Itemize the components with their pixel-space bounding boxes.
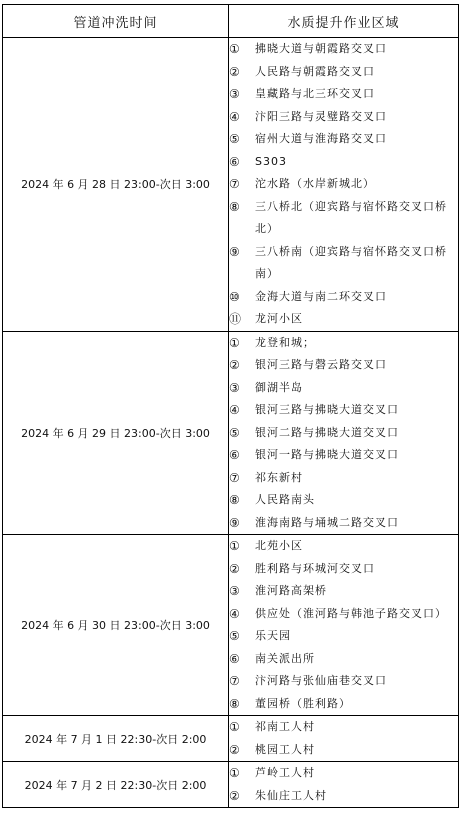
list-item xyxy=(229,332,458,355)
item-location: 供应处（淮河路与韩池子路交叉口） xyxy=(255,606,447,620)
item-number: ① xyxy=(229,766,240,780)
work-area-cell xyxy=(229,535,459,716)
list-item xyxy=(229,377,458,400)
item-number: ⑪ xyxy=(229,312,242,326)
schedule-body xyxy=(3,38,459,808)
area-column-header: 水质提升作业区域 xyxy=(229,5,459,38)
item-number: ④ xyxy=(229,606,240,621)
item-number: ⑤ xyxy=(229,425,240,440)
item-location: 北苑小区 xyxy=(255,539,303,552)
item-number: ① xyxy=(229,720,240,734)
item-location: 御湖半岛 xyxy=(255,380,303,394)
item-location: 龙河小区 xyxy=(255,312,303,325)
list-item xyxy=(229,83,458,106)
header-row xyxy=(3,5,459,38)
item-location: 汴阳三路与灵璧路交叉口 xyxy=(255,109,387,123)
item-number: ③ xyxy=(229,87,240,101)
item-location: 三八桥北（迎宾路与宿怀路交叉口桥北） xyxy=(255,199,447,235)
list-item xyxy=(229,61,458,84)
list-item xyxy=(229,106,458,129)
item-number: ⑤ xyxy=(229,132,240,146)
list-item xyxy=(229,151,458,174)
item-number: ② xyxy=(229,742,240,757)
flush-time-cell: 2024 年 6 月 29 日 23:00-次日 3:00 xyxy=(3,331,229,535)
list-item xyxy=(229,670,458,693)
list-item xyxy=(229,308,458,331)
list-item xyxy=(229,489,458,512)
list-item xyxy=(229,128,458,151)
list-item xyxy=(229,286,458,309)
item-location: 沱水路（水岸新城北） xyxy=(255,177,375,190)
list-item xyxy=(229,354,458,377)
list-item xyxy=(229,535,458,558)
item-number: ⑦ xyxy=(229,177,240,191)
item-location: 乐天园 xyxy=(255,629,291,642)
item-location: 汴河路与张仙庙巷交叉口 xyxy=(255,674,387,687)
item-number: ④ xyxy=(229,403,240,417)
list-item xyxy=(229,241,458,286)
flush-time-cell: 2024 年 7 月 2 日 22:30-次日 2:00 xyxy=(3,762,229,808)
item-location: 银河一路与拂晓大道交叉口 xyxy=(255,448,399,461)
list-item xyxy=(229,785,458,808)
list-item xyxy=(229,467,458,490)
item-location: 银河二路与拂晓大道交叉口 xyxy=(255,425,399,439)
item-number: ② xyxy=(229,788,240,803)
item-location: 人民路与朝霞路交叉口 xyxy=(255,64,375,78)
item-number: ② xyxy=(229,64,240,79)
item-location: 祁南工人村 xyxy=(255,720,315,733)
list-item xyxy=(229,762,458,785)
item-number: ① xyxy=(229,539,240,553)
item-location: 三八桥南（迎宾路与宿怀路交叉口桥南） xyxy=(255,244,447,280)
item-number: ③ xyxy=(229,584,240,598)
item-location: 祁东新村 xyxy=(255,470,303,484)
item-location: 金海大道与南二环交叉口 xyxy=(255,289,387,303)
item-number: ⑨ xyxy=(229,244,240,259)
item-number: ① xyxy=(229,42,240,56)
list-item xyxy=(229,512,458,535)
item-location: 拂晓大道与朝霞路交叉口 xyxy=(255,42,387,55)
list-item xyxy=(229,558,458,581)
item-number: ⑧ xyxy=(229,493,240,507)
list-item xyxy=(229,444,458,467)
list-item xyxy=(229,693,458,716)
item-location: 芦岭工人村 xyxy=(255,766,315,779)
flushing-schedule-table xyxy=(2,4,459,808)
item-number: ① xyxy=(229,335,240,350)
list-item xyxy=(229,580,458,603)
item-number: ④ xyxy=(229,109,240,124)
list-item xyxy=(229,196,458,241)
item-number: ⑥ xyxy=(229,651,240,666)
item-location: 淮海南路与埇城二路交叉口 xyxy=(255,515,399,529)
item-location: 董园桥（胜利路） xyxy=(255,696,351,710)
item-location: 龙登和城； xyxy=(255,335,315,349)
item-location: S303 xyxy=(255,154,287,168)
flush-time-cell: 2024 年 6 月 28 日 23:00-次日 3:00 xyxy=(3,38,229,332)
work-area-cell xyxy=(229,716,459,762)
list-item xyxy=(229,173,458,196)
date-column-header: 管道冲洗时间 xyxy=(3,5,229,38)
list-item xyxy=(229,399,458,422)
item-number: ② xyxy=(229,561,240,576)
item-number: ⑤ xyxy=(229,629,240,643)
list-item xyxy=(229,648,458,671)
item-number: ③ xyxy=(229,380,240,395)
work-area-cell xyxy=(229,331,459,535)
table-row xyxy=(3,331,459,535)
table-row xyxy=(3,535,459,716)
item-number: ⑦ xyxy=(229,470,240,485)
item-location: 宿州大道与淮海路交叉口 xyxy=(255,132,387,145)
work-area-cell xyxy=(229,762,459,808)
item-number: ② xyxy=(229,358,240,372)
item-number: ⑦ xyxy=(229,674,240,688)
list-item xyxy=(229,603,458,626)
item-location: 桃园工人村 xyxy=(255,742,315,756)
list-item xyxy=(229,38,458,61)
item-location: 胜利路与环城河交叉口 xyxy=(255,561,375,575)
table-row xyxy=(3,38,459,332)
list-item xyxy=(229,716,458,739)
table-row xyxy=(3,762,459,808)
item-location: 朱仙庄工人村 xyxy=(255,788,327,802)
work-area-cell xyxy=(229,38,459,332)
list-item xyxy=(229,625,458,648)
item-location: 皇藏路与北三环交叉口 xyxy=(255,87,375,100)
item-location: 人民路南头 xyxy=(255,493,315,506)
table-row xyxy=(3,716,459,762)
flush-time-cell: 2024 年 6 月 30 日 23:00-次日 3:00 xyxy=(3,535,229,716)
list-item xyxy=(229,739,458,762)
item-number: ⑧ xyxy=(229,696,240,711)
list-item xyxy=(229,422,458,445)
item-number: ⑥ xyxy=(229,154,240,169)
flush-time-cell: 2024 年 7 月 1 日 22:30-次日 2:00 xyxy=(3,716,229,762)
item-location: 银河三路与磬云路交叉口 xyxy=(255,358,387,371)
item-number: ⑨ xyxy=(229,515,240,530)
item-location: 淮河路高架桥 xyxy=(255,584,327,597)
item-number: ⑩ xyxy=(229,289,240,304)
item-location: 银河三路与拂晓大道交叉口 xyxy=(255,403,399,416)
item-number: ⑥ xyxy=(229,448,240,462)
item-number: ⑧ xyxy=(229,199,240,214)
item-location: 南关派出所 xyxy=(255,651,315,665)
